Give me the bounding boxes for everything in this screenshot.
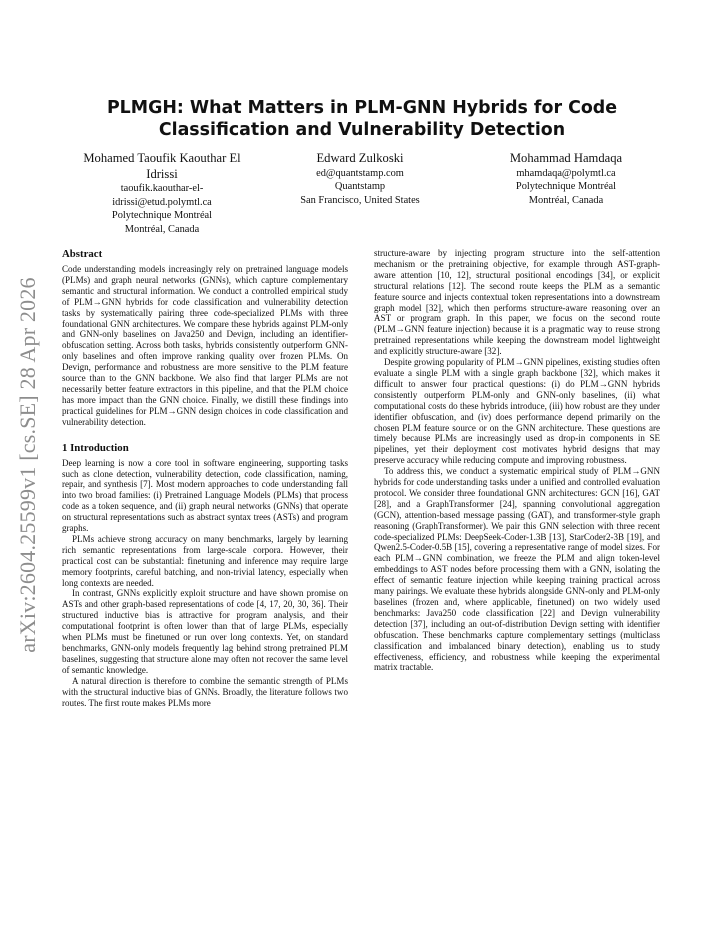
intro-paragraph-6: To address this, we conduct a systematic empirical study of PLM→GNN hybrids for code understanding tasks under a unified and controlled evaluation protocol. We consider three foundational GNN architectures: GCN [16], GAT [28], and a GraphTransformer [24], spanning convolutional aggregation (GCN), attention-based message passing (GAT), and transformer-style graph reasoning (GraphTransformer). We pair this GNN selection with three recent code-specialized PLMs: DeepSeek-Coder-1.3B [13], StarCoder2-3B [19], and Qwen2.5-Coder-0.5B [15], covering a representative range of model sizes. For each PLM→GNN combination, we freeze the PLM and align token-level embeddings to AST nodes before processing them with a GNN, isolating the effect of semantic feature injection while keeping training practical across many pairings. We evaluate these hybrids alongside GNN-only and PLM-only baselines (frozen and, where applicable, finetuned) on two widely used benchmarks: Java250 code classification [22] and Devign vulnerability detection [37], including an out-of-distribution Devign setting with identifier obfuscation. These benchmarks capture complementary settings (multiclass classification and imbalanced binary detection), enabling us to study effectiveness, efficiency, and robustness while keeping the experimental matrix tractable.	[374, 466, 660, 673]
abstract-heading: Abstract	[62, 248, 103, 260]
title-line-2: Classification and Vulnerability Detection	[158, 120, 566, 140]
paper-title	[62, 97, 662, 141]
author-location: Montréal, Canada	[528, 194, 604, 206]
author-block-3	[456, 151, 676, 208]
left-column	[62, 248, 348, 708]
arxiv-sidebar	[8, 260, 48, 670]
author-block-1	[62, 151, 262, 237]
author-email: taoufik.kaouthar-el- idrissi@etud.polymtl.ca	[112, 183, 212, 208]
author-email: ed@quantstamp.com	[316, 167, 404, 179]
right-column	[374, 248, 660, 673]
abstract-text: Code understanding models increasingly rely on pretrained language models (PLMs) and graph neural networks (GNNs), which capture complementary semantic and structural information. We conduct a controlled empirical study of PLM→GNN hybrids for code classification and vulnerability detection tasks by systematically pairing three code-specialized PLMs with three foundational GNN architectures. We compare these hybrids against PLM-only and GNN-only baselines on Java250 and Devign, including an identifier-obfuscation setting. Across both tasks, hybrids consistently outperform GNN-only baselines and often improve ranking quality over frozen PLMs. On Devign, performance and robustness are more sensitive to the PLM feature source than to the GNN backbone. We also find that larger PLMs are not necessarily better feature extractors in this pipeline, and that the PLM choice has more impact than the GNN choice. Finally, we distill these findings into practical guidelines for PLM→GNN design choices in code classification and vulnerability detection.	[62, 264, 348, 427]
author-name: Edward Zulkoski	[316, 151, 404, 165]
intro-paragraph-5: Despite growing popularity of PLM→GNN pipelines, existing studies often evaluate a single PLM with a single graph backbone [32], which makes it difficult to answer four practical questions: (i) do PLM→GNN hybrids consistently outperform PLM-only and GNN-only baselines, (ii) what computational costs do these hybrids introduce, (iii) how robust are they under identifier obfuscation, and (iv) does performance depend primarily on the chosen PLM feature source or on the GNN architecture. These questions are timely because PLMs are increasingly used as drop-in components in SE pipelines, yet their deployment cost motivates hybrid designs that may preserve accuracy while reducing compute and improving robustness.	[374, 357, 660, 466]
intro-paragraph-4: A natural direction is therefore to combine the semantic strength of PLMs with the structural inductive bias of GNNs. Broadly, the literature follows two routes. The first route makes PLMs more	[62, 675, 348, 708]
section-heading-introduction: 1 Introduction	[62, 441, 129, 454]
intro-paragraph-2: PLMs achieve strong accuracy on many benchmarks, largely by learning rich semantic representations from large-scale corpora. However, their practical cost can be substantial: finetuning and inference may require large memory footprints, careful batching, and non-trivial latency, especially when long contexts are needed.	[62, 533, 348, 588]
arxiv-identifier: arXiv:2604.25599v1 [cs.SE] 28 Apr 2026	[15, 277, 40, 653]
author-email: mhamdaqa@polymtl.ca	[516, 167, 616, 179]
author-location: San Francisco, United States	[300, 194, 420, 206]
author-affiliation: Polytechnique Montréal	[111, 210, 213, 222]
intro-paragraph-4-continued: structure-aware by injecting program structure into the self-attention mechanism or the pretraining objective, for example through AST-graph-aware attention [10, 12], structural positional encodings [34], or explicit structural relations [12]. The second route keeps the PLM as a semantic feature source and injects contextual token representations into a downstream graph model [32], which then performs structure-aware reasoning over an AST or program graph. In this paper, we focus on the second route (PLM→GNN feature injection) because it is a pragmatic way to reuse strong pretrained representations while keeping the downstream model lightweight and explicitly structure-aware [32].	[374, 248, 660, 357]
intro-paragraph-1: Deep learning is now a core tool in software engineering, supporting tasks such as clone detection, vulnerability detection, code classification, naming, repair, and synthesis [7]. Most modern approaches to code understanding fall into two broad families: (i) Pretrained Language Models (PLMs) that process code as a token sequence, and (ii) graph neural networks (GNNs) that operate on structural representations such as abstract syntax trees (ASTs) and program graphs.	[62, 457, 348, 534]
intro-paragraph-3: In contrast, GNNs explicitly exploit structure and have shown promise on ASTs and other graph-based representations of code [4, 17, 20, 30, 36]. Their structured inductive bias is attractive for program analysis, and their computational footprint is often lower than that of large PLMs, especially when PLMs must be finetuned or run over long contexts. Yet, on standard benchmarks, GNN-only models frequently lag behind strong pretrained PLM baselines, suggesting that structure alone may often not recover the same level of semantic knowledge.	[62, 588, 348, 675]
author-name: Mohammad Hamdaqa	[509, 151, 623, 165]
author-location: Montréal, Canada	[124, 224, 200, 236]
author-affiliation: Polytechnique Montréal	[515, 181, 617, 193]
title-line-1: PLMGH: What Matters in PLM-GNN Hybrids for Code	[106, 98, 618, 118]
author-name: Mohamed Taoufik Kaouthar El Idrissi	[83, 151, 241, 181]
author-affiliation: Quantstamp	[334, 181, 386, 193]
author-block-2	[260, 151, 460, 208]
